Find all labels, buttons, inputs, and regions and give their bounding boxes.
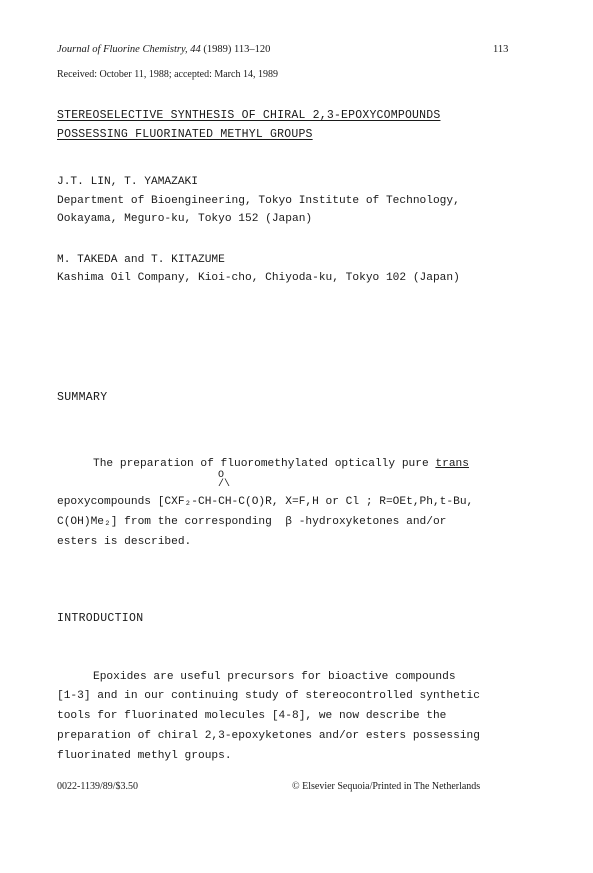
section-heading: INTRODUCTION [57,612,144,625]
publisher-notice: © Elsevier Sequoia/Printed in The Netherlands [292,781,481,792]
journal-citation [57,44,270,55]
journal-volume-pages: (1989) 113–120 [200,44,271,55]
summary-line: esters is described. [57,536,192,548]
page-number: 113 [493,44,509,55]
section-heading: SUMMARY [57,391,108,404]
author-names: M. TAKEDA and T. KITAZUME [57,254,225,266]
intro-line: [1-3] and in our continuing study of stereocontrolled synthetic [57,690,480,702]
summary-line: C(OH)Me₂] from the corresponding β -hydroxyketones and/or [57,516,447,528]
affiliation-line: Department of Bioengineering, Tokyo Institute of Technology, [57,195,460,207]
intro-line: preparation of chiral 2,3-epoxyketones and/or esters possessing [57,730,480,742]
epoxide-bond: /\ [218,479,231,490]
summary-line: epoxycompounds [CXF₂-CH-CH-C(O)R, X=F,H or Cl ; R=OEt,Ph,t-Bu, [57,496,474,508]
trans-term: trans [435,458,469,470]
title-line-1: STEREOSELECTIVE SYNTHESIS OF CHIRAL 2,3-EPOXYCOMPOUNDS [57,109,441,122]
author-names: J.T. LIN, T. YAMAZAKI [57,176,198,188]
affiliation-line: Kashima Oil Company, Kioi-cho, Chiyoda-ku, Tokyo 102 (Japan) [57,272,460,284]
affiliation-line: Ookayama, Meguro-ku, Tokyo 152 (Japan) [57,213,313,225]
intro-line: tools for fluorinated molecules [4-8], we now describe the [57,710,447,722]
summary-text: The preparation of fluoromethylated optically pure [93,458,436,470]
intro-line: Epoxides are useful precursors for bioactive compounds [93,671,456,683]
epoxide-oxygen: O [218,470,225,481]
intro-line: fluorinated methyl groups. [57,750,232,762]
article-code: 0022-1139/89/$3.50 [57,781,139,792]
summary-line [93,455,469,473]
title-line-2: POSSESSING FLUORINATED METHYL GROUPS [57,128,313,141]
journal-name: Journal of Fluorine Chemistry, 44 [57,44,201,55]
received-dates: Received: October 11, 1988; accepted: March 14, 1989 [57,69,278,80]
